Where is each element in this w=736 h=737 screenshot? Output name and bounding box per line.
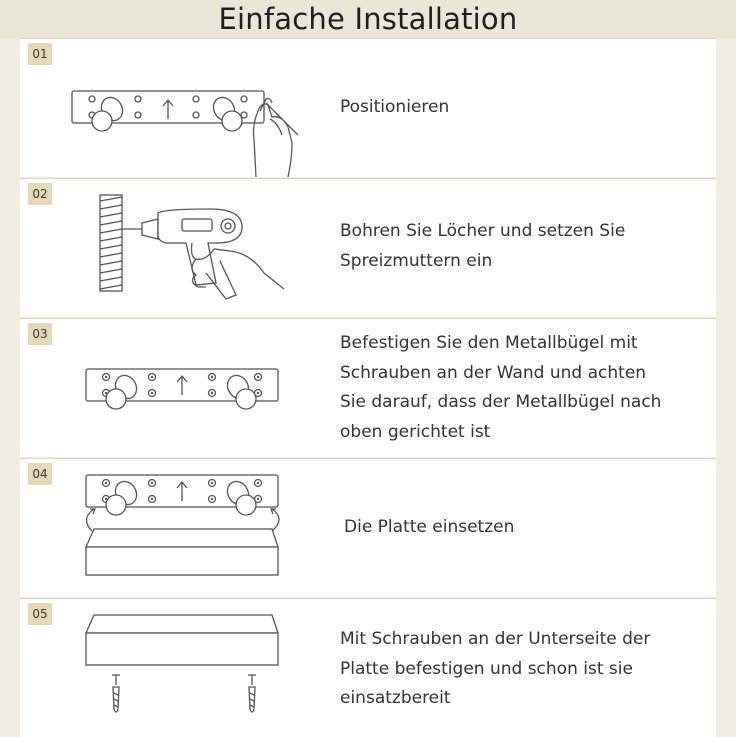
step-5 [20,598,716,737]
step-2 [20,178,716,317]
step-3-illustration [20,319,320,457]
page-title: Einfache Installation [218,2,518,36]
step-4-text: Die Platte einsetzen [344,517,515,537]
step-3-number: 03 [28,323,52,345]
step-4 [20,458,716,597]
step-1-text: Positionieren [340,97,450,117]
step-2-number: 02 [28,183,52,205]
step-5-illustration [20,599,320,737]
step-2-text: Bohren Sie Löcher und setzen Sie Spreizmuttern ein [340,221,626,271]
step-2-illustration [20,179,320,317]
step-3-text: Befestigen Sie den Metallbügel mit Schrauben an der Wand und achten Sie darauf, dass der Metallbügel nach oben gerichtet ist [340,333,662,442]
step-5-text: Mit Schrauben an der Unterseite der Platte befestigen und schon ist sie einsatzbereit [340,629,651,708]
step-3 [20,318,716,457]
step-4-number: 04 [28,463,52,485]
step-5-number: 05 [28,603,52,625]
step-1 [20,38,716,177]
step-1-number: 01 [28,43,52,65]
step-1-illustration [20,39,320,177]
step-4-illustration [20,459,320,597]
header-bar [0,0,736,38]
